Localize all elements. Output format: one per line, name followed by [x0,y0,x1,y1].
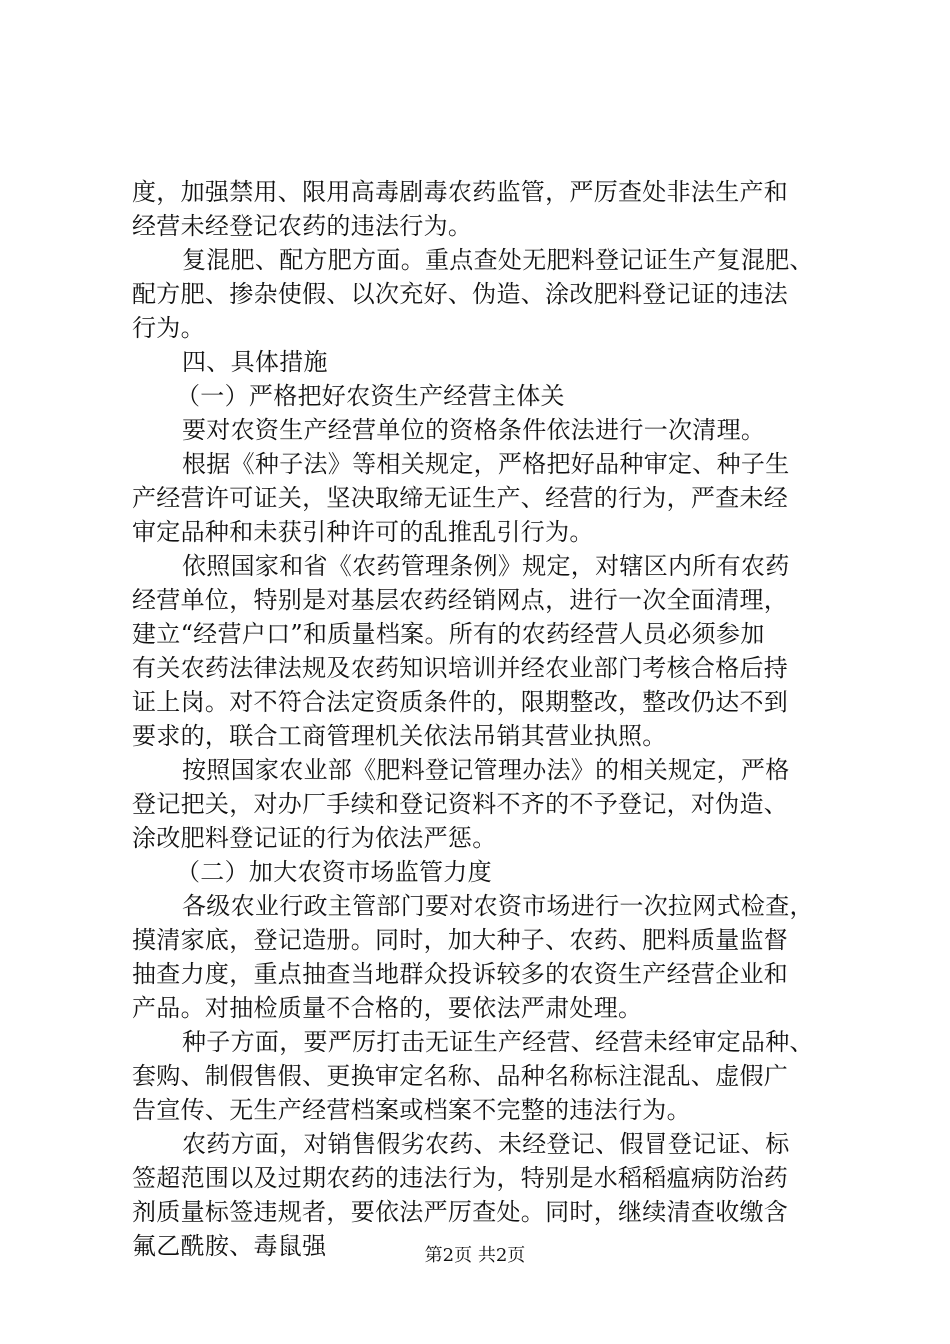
text-line: 审定品种和未获引种许可的乱推乱引行为。 [132,518,594,546]
text-line: 涂改肥料登记证的行为依法严惩。 [132,824,497,852]
page-footer: 第2页 共2页 [424,1245,526,1266]
paragraph-start: 依照国家和省《农药管理条例》规定，对辖区内所有农药 [182,552,790,580]
text-line: 配方肥、掺杂使假、以次充好、伪造、涂改肥料登记证的违法 [132,280,789,308]
paragraph-start: 复混肥、配方肥方面。重点查处无肥料登记证生产复混肥、 [182,246,814,274]
text-line: 氟乙酰胺、毒鼠强 [132,1232,327,1260]
text-line: 告宣传、无生产经营档案或档案不完整的违法行为。 [132,1096,691,1124]
subsection-heading: （一）严格把好农资生产经营主体关 [176,382,565,410]
text-line: 建立“经营户口”和质量档案。所有的农药经营人员必须参加 [132,620,765,648]
text-line: 产经营许可证关，坚决取缔无证生产、经营的行为，严查未经 [132,484,789,512]
text-line: 有关农药法律法规及农药知识培训并经农业部门考核合格后持 [132,654,789,682]
text-line: 要求的，联合工商管理机关依法吊销其营业执照。 [132,722,667,750]
text-line: 度，加强禁用、限用高毒剧毒农药监管，严厉查处非法生产和 [132,178,789,206]
text-line: 经营单位，特别是对基层农药经销网点，进行一次全面清理， [132,586,789,614]
text-line: 登记把关，对办厂手续和登记资料不齐的不予登记，对伪造、 [132,790,789,818]
paragraph-start: 农药方面，对销售假劣农药、未经登记、假冒登记证、标 [182,1130,790,1158]
text-line: 证上岗。对不符合法定资质条件的，限期整改，整改仍达不到 [132,688,789,716]
text-line: 经营未经登记农药的违法行为。 [132,212,473,240]
text-line: 套购、制假售假、更换审定名称、品种名称标注混乱、虚假广 [132,1062,789,1090]
paragraph-start: 种子方面，要严厉打击无证生产经营、经营未经审定品种、 [182,1028,814,1056]
paragraph-start: 各级农业行政主管部门要对农资市场进行一次拉网式检查， [182,892,814,920]
paragraph-start: 按照国家农业部《肥料登记管理办法》的相关规定，严格 [182,756,790,784]
text-line: 剂质量标签违规者，要依法严厉查处。同时，继续清查收缴含 [132,1198,789,1226]
text-line: 产品。对抽检质量不合格的，要依法严肃处理。 [132,994,643,1022]
subsection-heading: （二）加大农资市场监管力度 [176,858,492,886]
text-line: 抽查力度，重点抽查当地群众投诉较多的农资生产经营企业和 [132,960,789,988]
text-line: 签超范围以及过期农药的违法行为，特别是水稻稻瘟病防治药 [132,1164,789,1192]
text-line: 摸清家底，登记造册。同时，加大种子、农药、肥料质量监督 [132,926,789,954]
paragraph-start: 要对农资生产经营单位的资格条件依法进行一次清理。 [182,416,766,444]
paragraph-start: 根据《种子法》等相关规定，严格把好品种审定、种子生 [182,450,790,478]
section-heading: 四、具体措施 [182,348,328,376]
text-line: 行为。 [132,314,205,342]
